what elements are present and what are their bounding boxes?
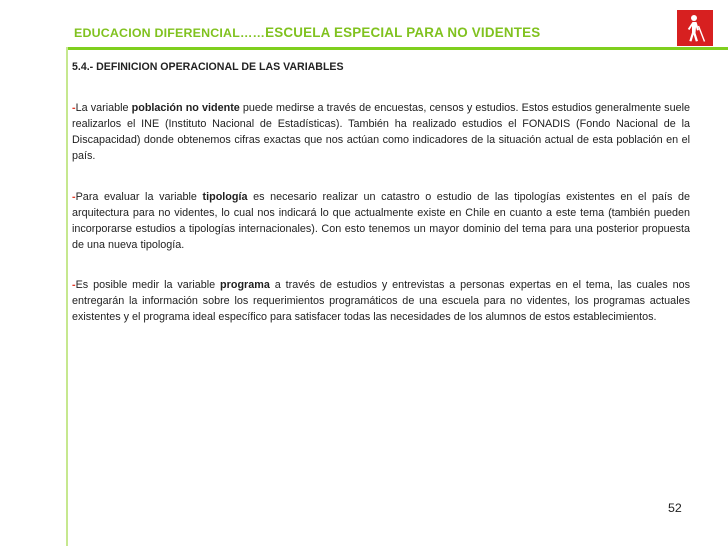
page-number: 52 bbox=[668, 501, 682, 515]
paragraph-text-rest: a través de estudios y entrevistas a personas expertas en el tema, las cuales nos entregarán la información sobre los requerimientos programáticos de una escuela para no videntes, los programas actuales existentes y el programa ideal específico para satisfacer todas las necesidades de los alumnos de estos establecimientos. bbox=[72, 279, 690, 323]
variable-name: tipología bbox=[202, 191, 248, 203]
left-margin-rule bbox=[66, 47, 68, 546]
header-part2: ESCUELA ESPECIAL PARA NO VIDENTES bbox=[265, 25, 541, 40]
bullet-dash: - bbox=[72, 279, 76, 291]
header-rule bbox=[66, 47, 728, 50]
paragraph-tipologia bbox=[72, 190, 690, 254]
header-dots: …… bbox=[239, 26, 266, 40]
document-header bbox=[74, 24, 540, 42]
paragraph-poblacion bbox=[72, 101, 690, 165]
blind-person-logo bbox=[677, 10, 713, 46]
section-title: 5.4.- DEFINICION OPERACIONAL DE LAS VARIABLES bbox=[72, 61, 344, 73]
variable-name: programa bbox=[220, 279, 270, 291]
bullet-dash: - bbox=[72, 191, 76, 203]
paragraph-text-start: La variable bbox=[75, 102, 132, 114]
paragraph-text-rest: es necesario realizar un catastro o estudio de las tipologías existentes en el país de arquitectura para no videntes, lo cual nos indicará lo que actualmente existe en Chile en cuanto a este tema (también pueden incorporarse estudios a tipologías internacionales). Con esto tenemos un mayor dominio del tema para una posterior propuesta de una nueva tipología. bbox=[72, 191, 690, 251]
header-part1: EDUCACION DIFERENCIAL bbox=[74, 26, 240, 40]
paragraph-text-start: Es posible medir la variable bbox=[75, 279, 221, 291]
paragraph-text-start: Para evaluar la variable bbox=[75, 191, 203, 203]
variable-name: población no vidente bbox=[131, 102, 240, 114]
bullet-dash: - bbox=[72, 102, 76, 114]
blind-person-with-cane-icon bbox=[680, 13, 710, 43]
paragraph-text-rest: puede medirse a través de encuestas, censos y estudios. Estos estudios generalmente suele realizarlos el INE (Instituto Nacional de Estadísticas). También ha realizado estudios el FONADIS (Fondo Nacional de la Discapacidad) donde obtenemos cifras exactas que nos actúan como indicadores de la situación actual de esta población en el país. bbox=[72, 102, 690, 162]
paragraph-programa bbox=[72, 278, 690, 326]
